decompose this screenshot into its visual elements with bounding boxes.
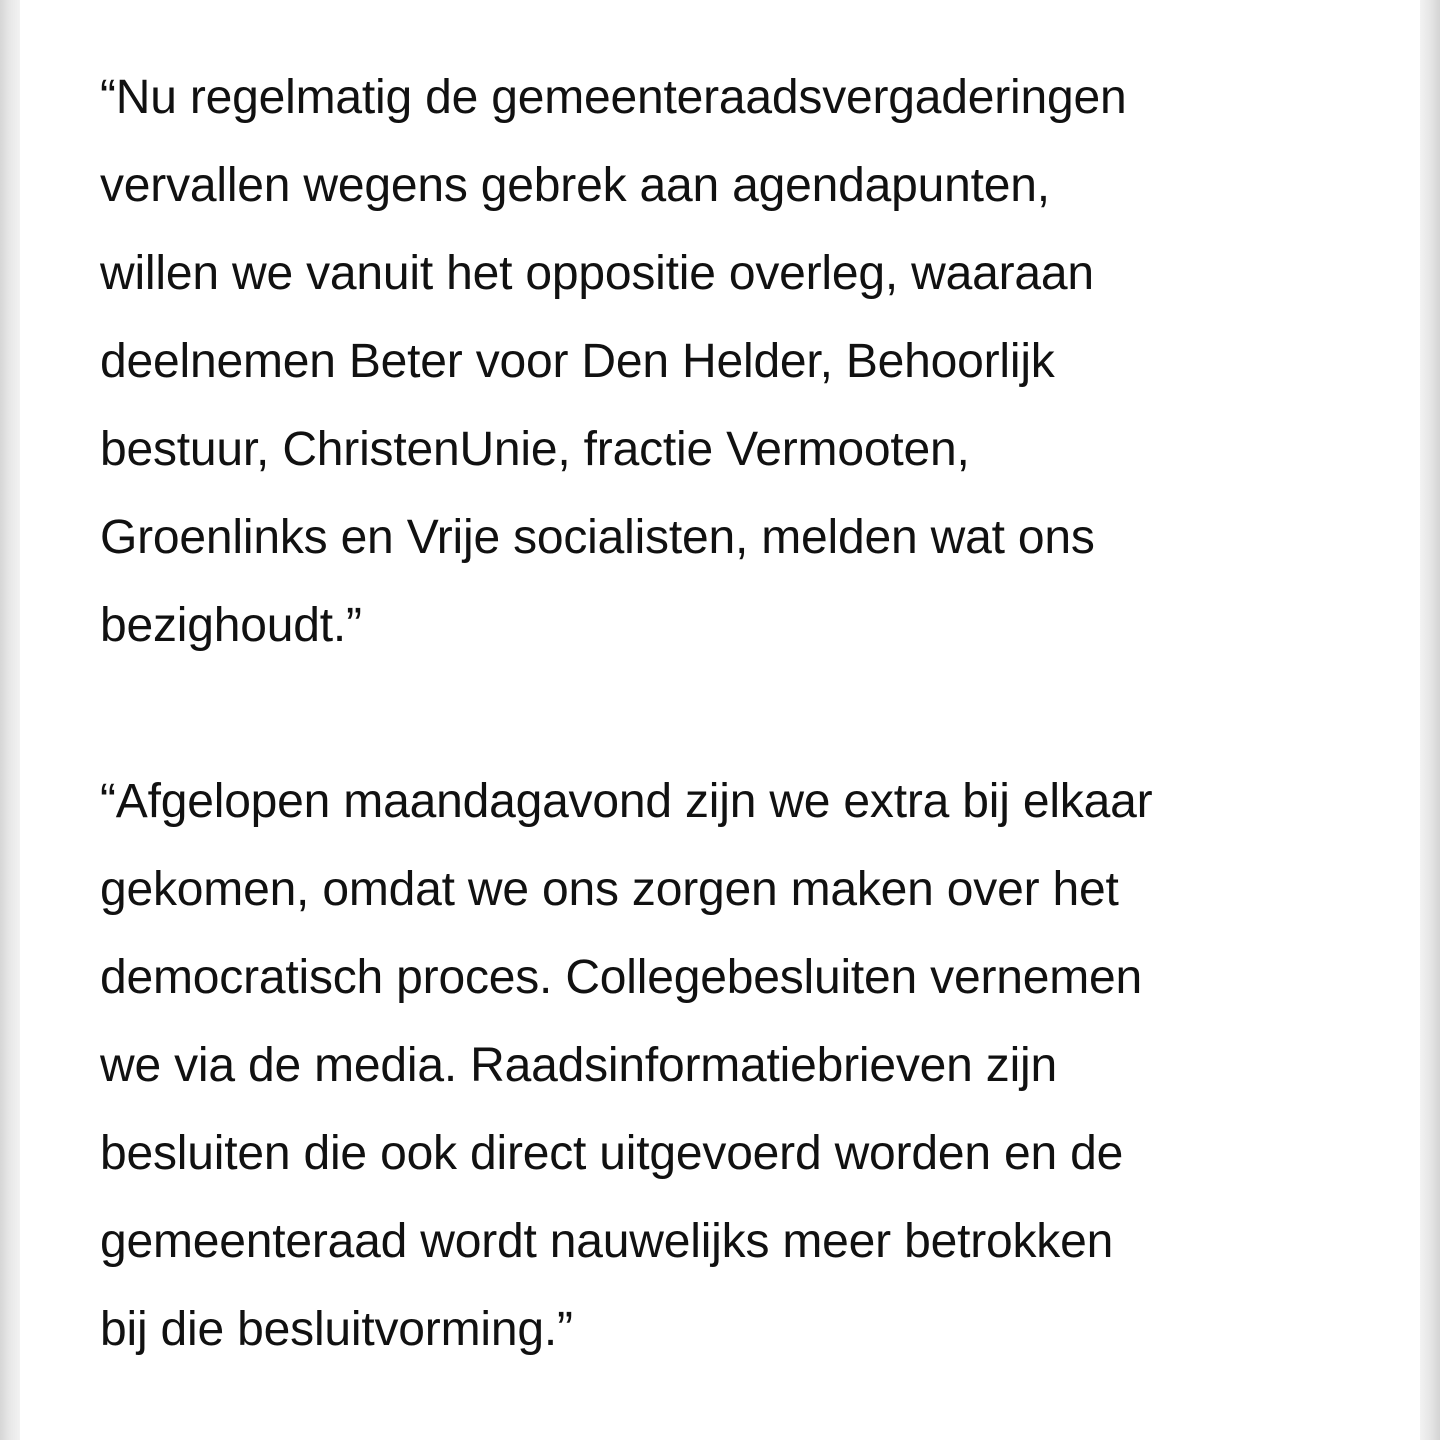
article-paragraph-1: “Nu regelmatig de gemeenteraadsvergaderingen vervallen wegens gebrek aan agendapunten, willen we vanuit het oppositie overleg, waaraan deelnemen Beter voor Den Helder, Behoorlijk bestuur, ChristenUnie, fractie Vermooten, Groenlinks en Vrije socialisten, melden wat ons bezighoudt.” xyxy=(100,71,1127,652)
article-paragraph-2: “Afgelopen maandagavond zijn we extra bij elkaar gekomen, omdat we ons zorgen maken over het democratisch proces. Collegebesluiten vernemen we via de media. Raadsinformatiebrieven zijn besluiten die ook direct uitgevoerd worden en de gemeenteraad wordt nauwelijks meer betrokken bij die besluitvorming.” xyxy=(100,775,1153,1356)
article-body xyxy=(20,0,1420,1440)
